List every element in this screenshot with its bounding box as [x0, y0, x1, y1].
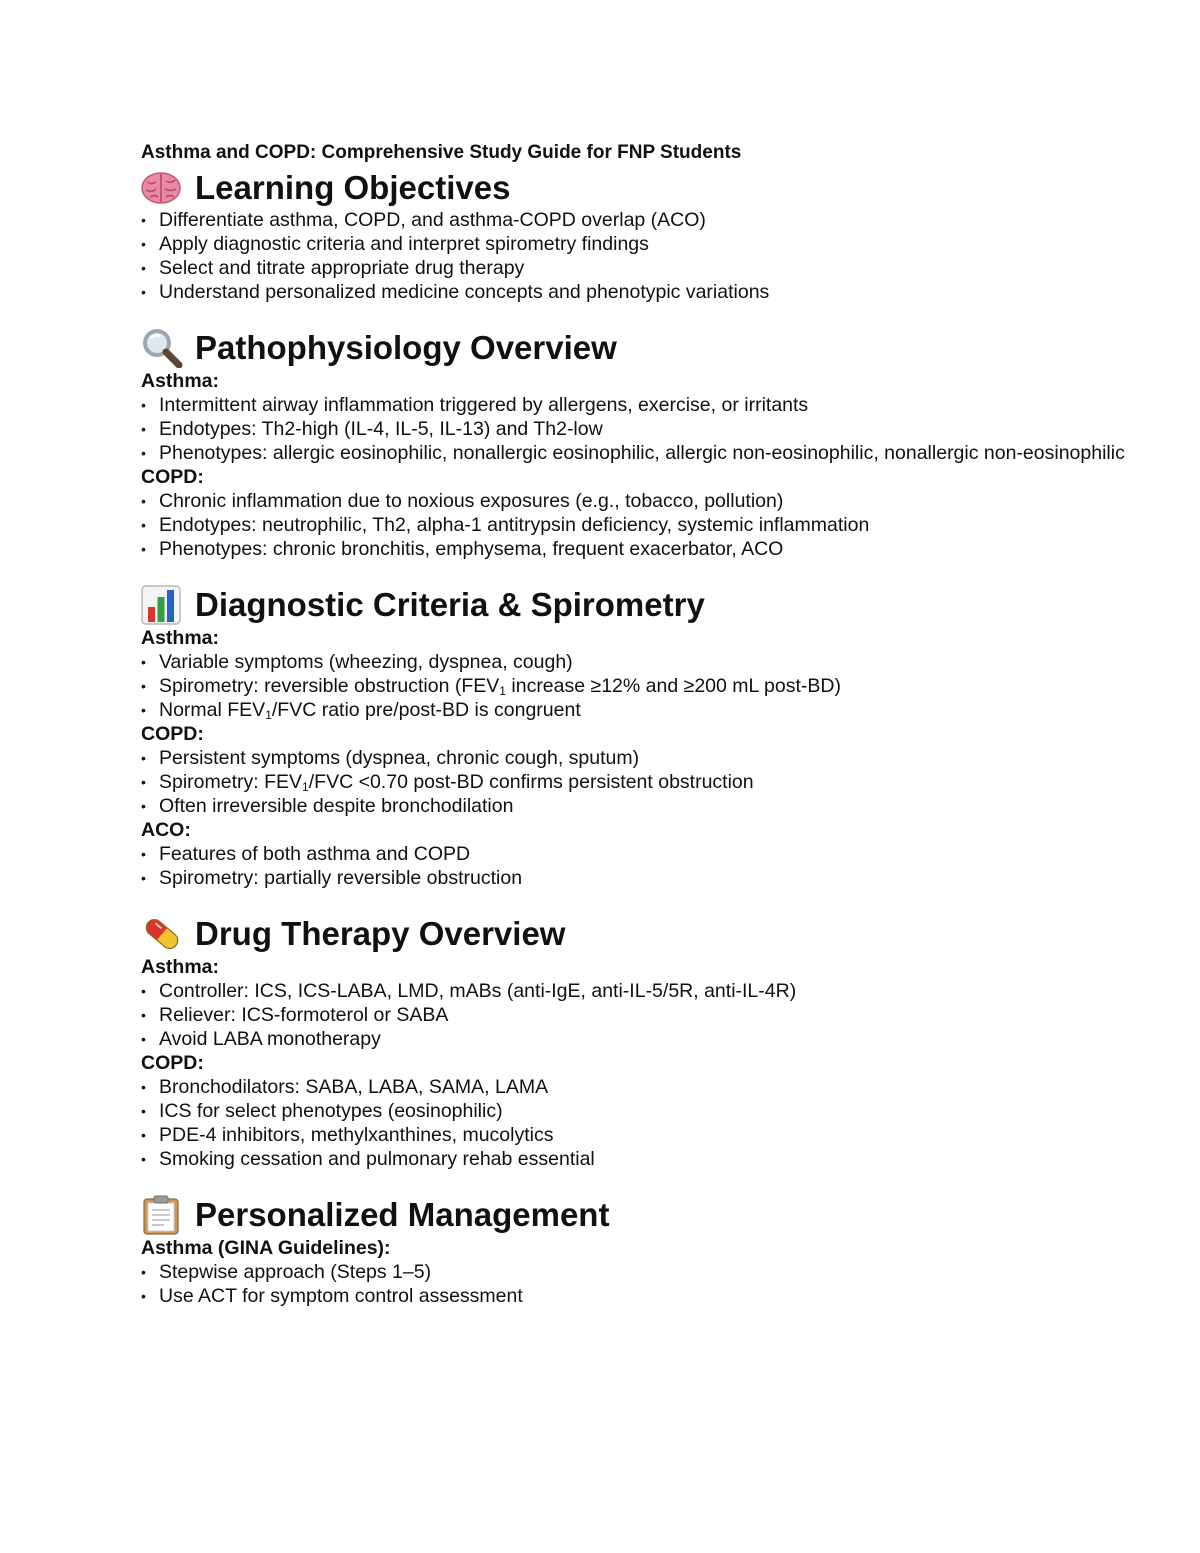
section-diagnostic-criteria [141, 585, 1200, 890]
text-segment: /FVC <0.70 post-BD confirms persistent obstruction [308, 771, 754, 793]
text-segment: Spirometry: reversible obstruction (FEV [159, 675, 500, 697]
list-item: • Reliever: ICS-formoterol or SABA [141, 1003, 1200, 1027]
brain-icon [141, 168, 183, 208]
pill-icon [141, 914, 183, 954]
group-label-asthma: Asthma: [141, 627, 220, 649]
section-pathophysiology [141, 328, 1200, 561]
section-heading-row [141, 914, 1200, 954]
list-item: • Understand personalized medicine concepts and phenotypic variations [141, 280, 1200, 304]
section-title: Diagnostic Criteria & Spirometry [195, 586, 705, 623]
section-heading-row [141, 1195, 1200, 1235]
subscript: 1 [499, 684, 506, 698]
list-item: • Endotypes: Th2-high (IL-4, IL-5, IL-13) and Th2-low [141, 417, 1200, 441]
list-item: • Stepwise approach (Steps 1–5) [141, 1260, 1200, 1284]
list-item [141, 770, 1200, 794]
section-heading-row [141, 585, 1200, 625]
subscript: 1 [265, 708, 272, 722]
text-segment: Spirometry: FEV [159, 771, 303, 793]
list-item: • Intermittent airway inflammation triggered by allergens, exercise, or irritants [141, 393, 1200, 417]
group-label-asthma: Asthma: [141, 956, 220, 978]
section-personalized-management [141, 1195, 1200, 1308]
list-item: • PDE-4 inhibitors, methylxanthines, mucolytics [141, 1123, 1200, 1147]
group-label-asthma-gina: Asthma (GINA Guidelines): [141, 1237, 391, 1259]
bar-chart-icon [141, 585, 183, 625]
copd-drug-list [141, 1075, 1200, 1171]
text-segment: increase ≥12% and ≥200 mL post-BD) [505, 675, 841, 697]
section-title: Learning Objectives [195, 169, 511, 206]
subscript: 1 [302, 780, 309, 794]
clipboard-icon [141, 1195, 183, 1235]
magnifying-glass-icon [141, 328, 183, 368]
text-segment: Normal FEV [159, 699, 266, 721]
section-title: Personalized Management [195, 1196, 610, 1233]
asthma-diagnostic-list [141, 650, 1200, 722]
list-item [141, 698, 1200, 722]
list-item: • Endotypes: neutrophilic, Th2, alpha-1 antitrypsin deficiency, systemic inflammation [141, 513, 1200, 537]
list-item: • ICS for select phenotypes (eosinophilic) [141, 1099, 1200, 1123]
group-label-aco: ACO: [141, 819, 191, 841]
list-item: • Apply diagnostic criteria and interpret spirometry findings [141, 232, 1200, 256]
list-item: • Phenotypes: chronic bronchitis, emphysema, frequent exacerbator, ACO [141, 537, 1200, 561]
group-label-copd: COPD: [141, 466, 204, 488]
list-item: • Bronchodilators: SABA, LABA, SAMA, LAMA [141, 1075, 1200, 1099]
section-drug-therapy [141, 914, 1200, 1171]
asthma-drug-list [141, 979, 1200, 1051]
list-item: • Select and titrate appropriate drug therapy [141, 256, 1200, 280]
list-item: • Variable symptoms (wheezing, dyspnea, cough) [141, 650, 1200, 674]
section-heading-row [141, 168, 1200, 208]
list-item: • Use ACT for symptom control assessment [141, 1284, 1200, 1308]
list-item: • Differentiate asthma, COPD, and asthma-COPD overlap (ACO) [141, 208, 1200, 232]
group-label-asthma: Asthma: [141, 370, 220, 392]
section-title: Pathophysiology Overview [195, 329, 617, 366]
section-heading-row [141, 328, 1200, 368]
copd-patho-list [141, 489, 1200, 561]
group-label-copd: COPD: [141, 723, 204, 745]
list-item: • Chronic inflammation due to noxious exposures (e.g., tobacco, pollution) [141, 489, 1200, 513]
objectives-list [141, 208, 1200, 304]
list-item: • Smoking cessation and pulmonary rehab essential [141, 1147, 1200, 1171]
asthma-management-list [141, 1260, 1200, 1308]
group-label-copd: COPD: [141, 1052, 204, 1074]
text-segment: /FVC ratio pre/post-BD is congruent [271, 699, 581, 721]
list-item: • Persistent symptoms (dyspnea, chronic cough, sputum) [141, 746, 1200, 770]
list-item: • Avoid LABA monotherapy [141, 1027, 1200, 1051]
list-item: • Spirometry: partially reversible obstruction [141, 866, 1200, 890]
list-item: • Often irreversible despite bronchodilation [141, 794, 1200, 818]
section-title: Drug Therapy Overview [195, 915, 566, 952]
copd-diagnostic-list [141, 746, 1200, 818]
list-item: • Features of both asthma and COPD [141, 842, 1200, 866]
asthma-patho-list [141, 393, 1200, 465]
list-item: • Controller: ICS, ICS-LABA, LMD, mABs (anti-IgE, anti-IL-5/5R, anti-IL-4R) [141, 979, 1200, 1003]
document-title: Asthma and COPD: Comprehensive Study Guide for FNP Students [141, 142, 742, 163]
list-item [141, 674, 1200, 698]
section-learning-objectives [141, 168, 1200, 304]
aco-diagnostic-list [141, 842, 1200, 890]
list-item: • Phenotypes: allergic eosinophilic, nonallergic eosinophilic, allergic non-eosinophilic, nonallergic non-eosinophilic [141, 441, 1200, 465]
